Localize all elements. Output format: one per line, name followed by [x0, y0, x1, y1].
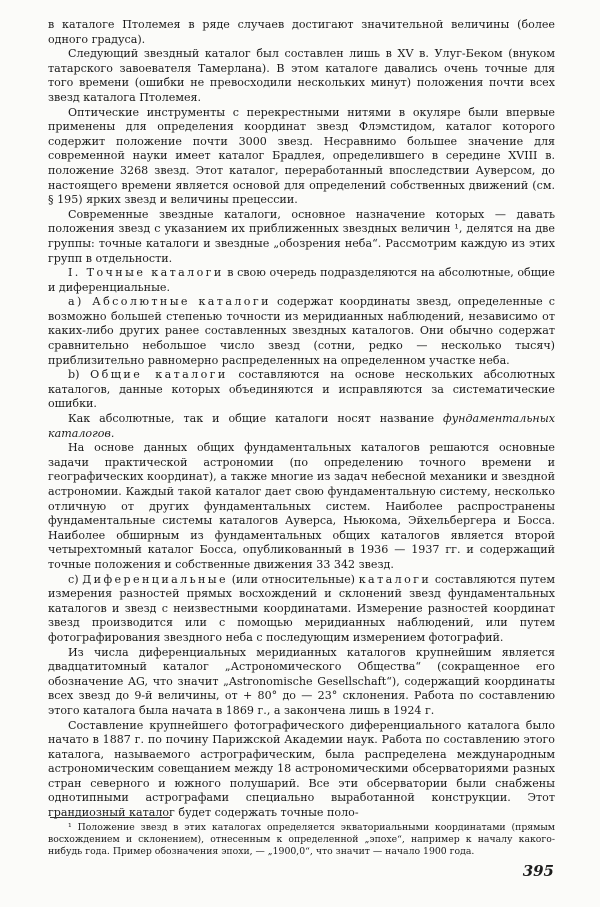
paragraph-flamsteed-bradley: Оптические инструменты с перекрестными нитями в окуляре были впервые применены для определения координат звезд Флэмстидом, каталог которого содержит положение почти 3000 звезд. Несравнимо большее значение для современной науки имеет каталог Брадлея, определившего в середине XVIII в. положение 3268 звезд. Этот каталог, переработанный впоследствии Ауверсом, до настоящего времени является основой для определений собственных движений (см. § 195) ярких звезд и величины прецессии.	[48, 105, 555, 207]
term-catalogs: каталоги	[358, 572, 432, 586]
term-precise-catalogs: I. Точные каталоги	[68, 266, 224, 280]
term-fundamental-catalogs: фундаментальных каталогов.	[48, 412, 555, 440]
paragraph-fundamental-systems: На основе данных общих фундаментальных каталогов решаются основные задачи практической астрономии (по определению точного времени и географических координат), а также многие из задач небесной механики и звездной астрономии. Каждый такой каталог дает свою фундаментальную систему, несколько отличную от других фундаментальных систем. Наиболее распространены фундаментальные системы каталогов Ауверса, Ньюкома, Эйхельбергера и Босса. Наиболее обширным из фундаментальных общих каталогов является второй четырехтомный каталог Босса, опубликованный в 1936 — 1937 гг. и содержащий точные положения и собственные движения 33 342 звезд.	[48, 441, 555, 571]
list-marker-c: с)	[68, 572, 83, 586]
paragraph-general-catalogs	[48, 368, 555, 412]
paragraph-modern-catalogs: Современные звездные каталоги, основное назначение которых — давать положения звезд с указанием их приближенных звездных величин ¹, делятся на две группы: точные каталоги и звездные „обозрения неба“. Рассмотрим каждую из этих групп в отдельности.	[48, 207, 555, 265]
paragraph-ag-catalog: Из числа диференциальных меридианных каталогов крупнейшим является двадцатитомный каталог „Астрономического Общества“ (сокращенное его обозначение AG, что значит „Astronomische Gesellschaft“), содержащий координаты всех звезд до 9-й величины, от + 80° до — 23° склонения. Работа по составлению этого каталога была начата в 1869 г., а закончена лишь в 1924 г.	[48, 645, 555, 717]
paragraph-differential-catalogs	[48, 573, 555, 646]
term-general-catalogs: Общие каталоги	[90, 368, 228, 382]
footnote	[48, 822, 555, 858]
paragraph-precise-catalogs	[48, 266, 555, 295]
paragraph-differential-text: составляются путем измерения разностей прямых восхождений и склонений звезд фундаментальных каталогов и звезд с неизвестными координатами. Измерение разностей координат звезд производится или с помощью меридианных наблюдений, или путем фотографирования звездного неба с последующим измерением фотографий.	[48, 572, 555, 644]
paragraph-absolute-catalogs-text: содержат координаты звезд, определенные с возможно большей степенью точности из меридианных наблюдений, независимо от каких-либо других ранее составленных звездных каталогов. Они обычно содержат сравнительно небольшое число звезд (сотни, редко — несколько тысяч) приблизительно равномерно распределенных на определенном участке неба.	[48, 295, 555, 367]
footnote-divider	[50, 817, 170, 818]
paragraph-astrographic-catalog: Составление крупнейшего фотографического диференциального каталога было начато в 1887 г. по почину Парижской Академии наук. Работа по составлению этого каталога, называемого астрографическим, была распределена международным астрономическим совещанием между 18 астрономическими обсерваториями разных стран северного и южного полушарий. Все эти обсерватории были снабжены однотипными астрографами специально выработанной конструкции. Этот грандиозный каталог будет содержать точные поло-	[48, 718, 555, 820]
paragraph-ulugh-beg: Следующий звездный каталог был составлен лишь в XV в. Улуг-Беком (внуком татарского завоевателя Тамерлана). В этом каталоге давались очень точные для того времени (ошибки не превосходили нескольких минут) положения почти всех звезд каталога Птолемея.	[48, 47, 555, 104]
paragraph-general-catalogs-text: составляются на основе нескольких абсолютных каталогов, данные которых объединяются и исправляются за систематические ошибки.	[48, 368, 555, 411]
paragraph-precise-catalogs-text: в свою очередь подразделяются на абсолютные, общие и диференциальные.	[48, 266, 555, 294]
paragraph-differential-mid: (или относительные)	[228, 572, 359, 586]
term-absolute-catalogs: а) Абсолютные каталоги	[68, 295, 271, 309]
term-differential: Диференциальные	[82, 572, 229, 586]
page-number: 395	[522, 862, 554, 880]
paragraph-absolute-catalogs	[48, 295, 555, 368]
footnote-text: ¹ Положение звезд в этих каталогах определяется экваториальными координатами (прямым восхождением и склонением), отнесенным к определенной „эпохе“, например к началу какого-нибудь года. Пример обозначения эпохи, — „1900,0“, что значит — начало 1900 года.	[48, 822, 555, 857]
paragraph-ptolemy-errors: в каталоге Птолемея в ряде случаев достигают значительной величины (более одного градуса).	[48, 18, 555, 46]
list-marker-b: b)	[68, 368, 91, 382]
main-text	[48, 18, 555, 821]
paragraph-fundamental-text: Как абсолютные, так и общие каталоги носят название	[68, 412, 444, 426]
paragraph-fundamental-catalogs	[48, 412, 555, 441]
